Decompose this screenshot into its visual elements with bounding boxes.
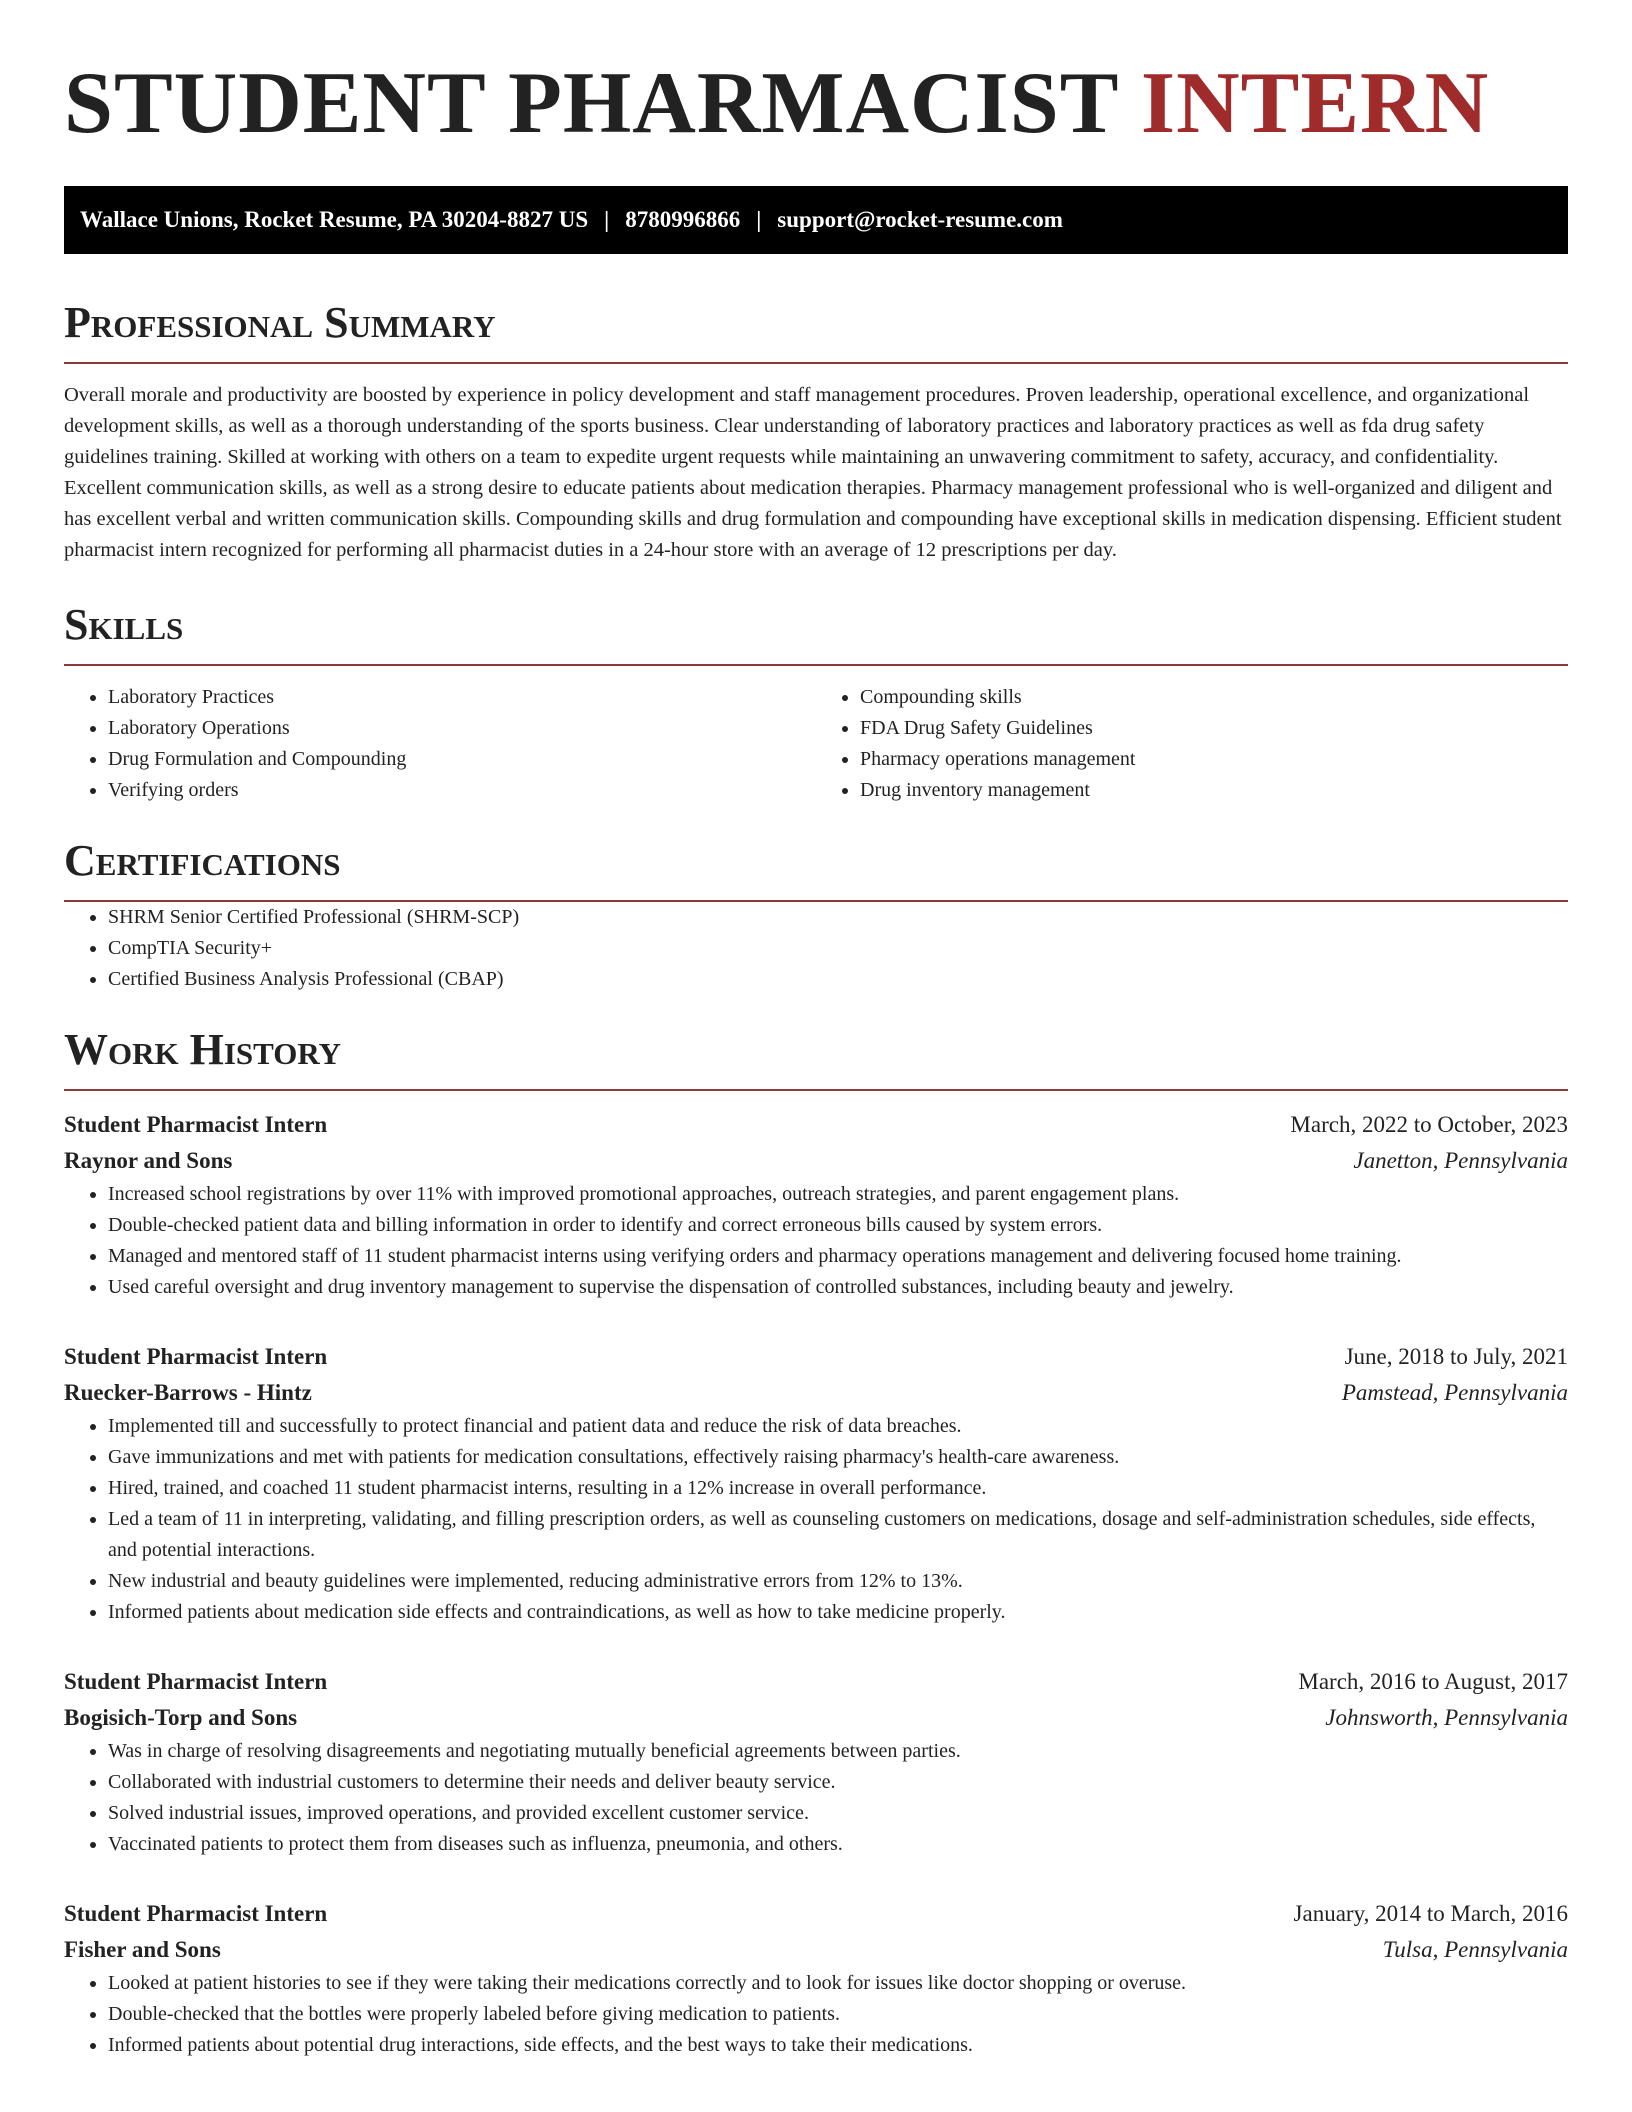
- job-bullet: • Used careful oversight and drug inventory management to supervise the dispensation of controlled substances, including beauty and jewelry.: [108, 1272, 1568, 1303]
- job-title: Student Pharmacist Intern: [64, 1344, 328, 1369]
- job-title: Student Pharmacist Intern: [64, 1669, 328, 1694]
- job-company: Ruecker-Barrows - Hintz: [64, 1380, 312, 1405]
- job-bullet: • Double-checked patient data and billing information in order to identify and correct erroneous bills caused by system errors.: [108, 1210, 1568, 1241]
- job-location: Johnsworth, Pennsylvania: [1325, 1705, 1568, 1730]
- skills-list-right: [816, 682, 1568, 806]
- summary-section: [64, 298, 1568, 566]
- summary-heading: Professional Summary: [64, 298, 1568, 364]
- summary-text: Overall morale and productivity are boosted by experience in policy development and staff management procedures. Proven leadership, operational excellence, and organizational development skills, as well as a thorough understanding of the sports business. Clear understanding of laboratory practices and laboratory practices as well as fda drug safety guidelines training. Skilled at working with others on a team to expedite urgent requests while maintaining an unwavering commitment to safety, accuracy, and confidentiality. Excellent communication skills, as well as a strong desire to educate patients about medication therapies. Pharmacy management professional who is well-organized and diligent and has excellent verbal and written communication skills. Compounding skills and drug formulation and compounding have exceptional skills in medication dispensing. Efficient student pharmacist intern recognized for performing all pharmacist duties in a 24-hour store with an average of 12 prescriptions per day.: [64, 384, 1562, 561]
- job-bullets: [64, 1179, 1568, 1303]
- job-company-row: [64, 1143, 1568, 1179]
- job-bullet: • Implemented till and successfully to protect financial and patient data and reduce the risk of data breaches.: [108, 1411, 1568, 1442]
- job-entry: [64, 1107, 1568, 1303]
- job-bullet: • Collaborated with industrial customers to determine their needs and deliver beauty service.: [108, 1767, 1568, 1798]
- contact-address: Wallace Unions, Rocket Resume, PA 30204-8827 US: [80, 207, 589, 232]
- job-dates: March, 2022 to October, 2023: [1290, 1112, 1568, 1137]
- skill-item: • Pharmacy operations management: [860, 744, 1568, 775]
- job-entry: [64, 1339, 1568, 1628]
- job-header-row: [64, 1896, 1568, 1932]
- job-bullets: [64, 1968, 1568, 2061]
- skills-heading: Skills: [64, 600, 1568, 666]
- job-bullets: [64, 1411, 1568, 1628]
- certifications-section: [64, 836, 1568, 995]
- job-bullets: [64, 1736, 1568, 1860]
- contact-email: support@rocket-resume.com: [777, 207, 1063, 232]
- job-header-row: [64, 1664, 1568, 1700]
- job-company: Fisher and Sons: [64, 1937, 221, 1962]
- job-bullet: • Hired, trained, and coached 11 student pharmacist interns, resulting in a 12% increase in overall performance.: [108, 1473, 1568, 1504]
- resume-page: [64, 0, 1568, 2061]
- job-bullet: • Led a team of 11 in interpreting, validating, and filling prescription orders, as well as counseling customers on medications, dosage and self-administration schedules, side effects, and potential interactions.: [108, 1504, 1568, 1566]
- job-bullet: • Gave immunizations and met with patients for medication consultations, effectively raising pharmacy's health-care awareness.: [108, 1442, 1568, 1473]
- job-dates: January, 2014 to March, 2016: [1293, 1901, 1568, 1926]
- job-bullet: • Was in charge of resolving disagreements and negotiating mutually beneficial agreements between parties.: [108, 1736, 1568, 1767]
- job-bullet: • Solved industrial issues, improved operations, and provided excellent customer service.: [108, 1798, 1568, 1829]
- skills-section: [64, 600, 1568, 806]
- job-bullet: • New industrial and beauty guidelines were implemented, reducing administrative errors from 12% to 13%.: [108, 1566, 1568, 1597]
- job-bullet: • Looked at patient histories to see if they were taking their medications correctly and to look for issues like doctor shopping or overuse.: [108, 1968, 1568, 1999]
- contact-separator: |: [756, 207, 762, 232]
- skill-item: • Drug inventory management: [860, 775, 1568, 806]
- job-title: Student Pharmacist Intern: [64, 1901, 328, 1926]
- job-company: Bogisich-Torp and Sons: [64, 1705, 298, 1730]
- job-header-row: [64, 1107, 1568, 1143]
- contact-bar: [64, 186, 1568, 254]
- job-header-row: [64, 1339, 1568, 1375]
- skill-item: • Drug Formulation and Compounding: [108, 744, 816, 775]
- work-history-heading: Work History: [64, 1025, 1568, 1091]
- skill-item: • Laboratory Operations: [108, 713, 816, 744]
- certification-item: • SHRM Senior Certified Professional (SHRM-SCP): [108, 902, 1568, 933]
- job-entry: [64, 1896, 1568, 2061]
- skills-list-left: [64, 682, 816, 806]
- job-bullet: • Vaccinated patients to protect them from diseases such as influenza, pneumonia, and others.: [108, 1829, 1568, 1860]
- certifications-heading: Certifications: [64, 836, 1568, 902]
- skill-item: • Compounding skills: [860, 682, 1568, 713]
- resume-title: [64, 56, 1568, 152]
- job-dates: June, 2018 to July, 2021: [1344, 1344, 1568, 1369]
- certification-item: • Certified Business Analysis Professional (CBAP): [108, 964, 1568, 995]
- skills-grid: [64, 682, 1568, 806]
- certification-item: • CompTIA Security+: [108, 933, 1568, 964]
- contact-separator: |: [604, 207, 610, 232]
- job-title: Student Pharmacist Intern: [64, 1112, 328, 1137]
- job-company-row: [64, 1700, 1568, 1736]
- job-bullet: • Managed and mentored staff of 11 student pharmacist interns using verifying orders and pharmacy operations management and delivering focused home training.: [108, 1241, 1568, 1272]
- job-company: Raynor and Sons: [64, 1148, 233, 1173]
- job-bullet: • Informed patients about medication side effects and contraindications, as well as how to take medicine properly.: [108, 1597, 1568, 1628]
- job-bullet: • Informed patients about potential drug interactions, side effects, and the best ways to take their medications.: [108, 2030, 1568, 2061]
- job-dates: March, 2016 to August, 2017: [1298, 1669, 1568, 1694]
- job-location: Janetton, Pennsylvania: [1353, 1148, 1568, 1173]
- job-company-row: [64, 1375, 1568, 1411]
- job-location: Tulsa, Pennsylvania: [1382, 1937, 1568, 1962]
- job-bullet: • Increased school registrations by over 11% with improved promotional approaches, outreach strategies, and parent engagement plans.: [108, 1179, 1568, 1210]
- title-main: STUDENT PHARMACIST: [64, 55, 1118, 152]
- skill-item: • FDA Drug Safety Guidelines: [860, 713, 1568, 744]
- job-location: Pamstead, Pennsylvania: [1341, 1380, 1568, 1405]
- title-accent: INTERN: [1140, 55, 1490, 152]
- skill-item: • Laboratory Practices: [108, 682, 816, 713]
- contact-phone: 8780996866: [625, 207, 741, 232]
- job-company-row: [64, 1932, 1568, 1968]
- job-entry: [64, 1664, 1568, 1860]
- certifications-list: [64, 902, 1568, 995]
- job-bullet: • Double-checked that the bottles were properly labeled before giving medication to patients.: [108, 1999, 1568, 2030]
- work-history-section: [64, 1025, 1568, 2061]
- skill-item: • Verifying orders: [108, 775, 816, 806]
